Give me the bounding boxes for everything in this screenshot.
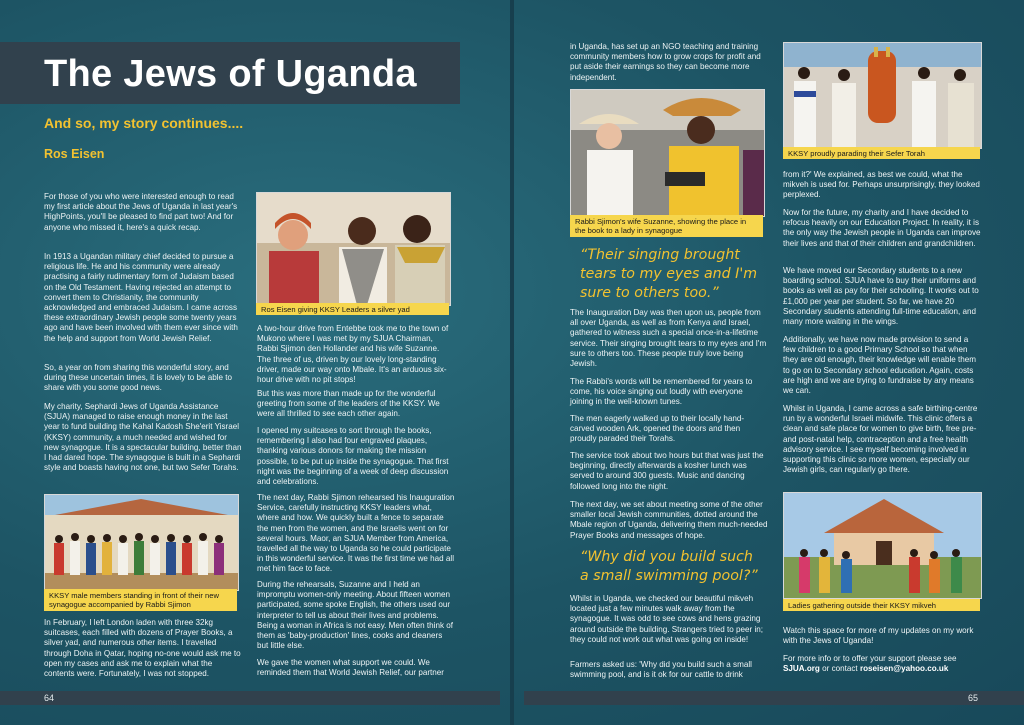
- page-gutter: [510, 0, 514, 725]
- page-number-left: 64: [44, 693, 55, 703]
- article-author: Ros Eisen: [44, 147, 105, 161]
- pull-quote-1: “Their singing brought tears to my eyes and I'm sure to others too.”: [580, 247, 758, 301]
- photo-kksy-male-members: [44, 494, 239, 591]
- paragraph: from it?' We explained, as best we could, what the mikveh is used for. Perhaps unsurprisingly, they looked perplexed.: [783, 170, 980, 200]
- paragraph: In 1913 a Ugandan military chief decided to pursue a religious life. He and his community were already practising a fairly rudimentary form of Judaism based on the Old Testament. Having rejected an attempt to convert them to Christianity, the community acknowledged and embraced Judaism. I came across these extraordinary Jewish people some twenty years ago and have been involved with them ever since with the help and support from World Jewish Relief.: [44, 252, 238, 343]
- paragraph: The service took about two hours but that was just the beginning, directly afterwards a kosher lunch was served to around 300 guests. Music and dancing followed long into the night.: [570, 451, 764, 491]
- paragraph: We gave the women what support we could. We reminded them that World Jewish Relief, our partner: [257, 658, 444, 678]
- paragraph: Now for the future, my charity and I have decided to refocus heavily on our Education Project. In reality, it is the only way the Jewish people in Uganda can improve their lives and that of their children and grandchildren.: [783, 208, 981, 248]
- paragraph: in Uganda, has set up an NGO teaching and training community members how to grow crops for profit and put aside their earnings so they can become more independent.: [570, 42, 761, 82]
- paragraph: The Inauguration Day was then upon us, people from all over Uganda, as well as from Kenya and Israel, gathered to witness such a special once-in-a-lifetime service. Their singing brought tears to my eyes and I'm sure to others too. These people truly love being Jewish.: [570, 308, 767, 369]
- paragraph: Additionally, we have now made provision to send a few children to a good Primary School so that when they are old enough, their knowledge will enable them to go on to Secondary school education. Again, costs are high and we are trying to fundraise by any means we can.: [783, 335, 977, 396]
- caption-torah: KKSY proudly parading their Sefer Torah: [783, 147, 980, 159]
- paragraph: So, a year on from sharing this wonderful story, and during these uncertain times, it is lovely to be able to share with you some good news.: [44, 363, 233, 393]
- footer-bar-right: [524, 691, 1024, 705]
- photo-kksy-sefer-torah: [783, 42, 982, 149]
- paragraph: In February, I left London laden with three 32kg suitcases, each filled with dozens of Prayer Books, a silver yad, and numerous other items. I travelled through Doha in Qatar, hoping no-one would ask me to open my cases and ask me to explain what the contents were. Fortunately, I was not stopped.: [44, 618, 241, 679]
- paragraph: A two-hour drive from Entebbe took me to the town of Mukono where I was met by my SJUA Chairman, Rabbi Sjimon den Hollander and his wife Suzanne. The three of us, driven by our lovely long-standing driver, made our way onto Mbale. It's an arduous six-hour drive with no pit stops!: [257, 324, 449, 385]
- paragraph: For those of you who were interested enough to read my first article about the Jews of Uganda in last year's HighPoints, you'll be pleased to find part two! And for anyone who missed it, here's a quick recap.: [44, 192, 238, 232]
- caption-rabbi: Rabbi Sjimon's wife Suzanne, showing the place in the book to a lady in synagogue: [570, 215, 763, 237]
- paragraph: I opened my suitcases to sort through the books, remembering I also had four engraved plaques, thanking various donors for making the mission possible, to be put up inside the synagogue. That first night was the beginning of a week of deep discussion and celebrations.: [257, 426, 449, 487]
- website-link[interactable]: SJUA.org: [783, 664, 820, 674]
- paragraph: We have moved our Secondary students to a new boarding school. SJUA have to buy their uniforms and books as well as pay for their schooling. It works out to £1,000 per year per student. So far, we have 20 Secondary students attending full-time education, and many more waiting in the wings.: [783, 266, 979, 327]
- photo-ros-eisen-silver-yad: [256, 192, 451, 306]
- photo-suzanne-with-lady: [570, 89, 765, 217]
- paragraph: During the rehearsals, Suzanne and I held an impromptu women-only meeting. About fifteen women participated, some spoke English, the others used our interpreter to tell us about their lives and problems. Being a woman in Africa is not easy. Men often think of them as 'baby-production' lines, cooks and cleaners but little else.: [257, 580, 454, 651]
- paragraph: [783, 654, 981, 674]
- info-text: For more info or to offer your support please see: [783, 654, 957, 663]
- paragraph: My charity, Sephardi Jews of Uganda Assistance (SJUA) managed to raise enough money in the last year to fund building the Kahal Kadosh She'erit Yisrael (KKSY) community, a much needed and wished for new synagogue. It is a spectacular building, better than I had dared hope. The synagogue is built in a Sephardi style and boasts having not one, but two Sefer Torahs.: [44, 402, 242, 473]
- article-subtitle: And so, my story continues....: [44, 115, 244, 131]
- paragraph: But this was more than made up for the wonderful greeting from some of the leaders of the KKSY. We were all thrilled to see each other again.: [257, 389, 440, 419]
- footer-bar-left: [0, 691, 500, 705]
- article-title: The Jews of Uganda: [44, 53, 417, 95]
- paragraph: Whilst in Uganda, I came across a safe birthing-centre run by a wonderful Israeli midwife. This clinic offers a clean and safe place for women to give birth, free pre- and post-natal help, contraception and a free health advisory service. I see myself becoming involved in supporting this clinic so more women, especially our Jewish girls, can regularly go there.: [783, 404, 978, 475]
- paragraph: The next day, we set about meeting some of the other smaller local Jewish communities, dotted around the Mbale region of Uganda, delivering them much-needed Prayer Books and messages of hope.: [570, 500, 768, 540]
- paragraph: Farmers asked us: 'Why did you build such a small swimming pool, and is it ok for our cattle to drink: [570, 660, 752, 680]
- contact-connector: or contact: [819, 664, 860, 674]
- caption-ladies: Ladies gathering outside their KKSY mikveh: [783, 599, 980, 611]
- page-number-right: 65: [968, 693, 979, 703]
- paragraph: Whilst in Uganda, we checked our beautiful mikveh located just a few minutes walk away from the synagogue. It was odd to see cows and hens grazing around outside the building. Strangers tried to peer in; they could not work out what was going on inside!: [570, 594, 764, 644]
- paragraph: The Rabbi's words will be remembered for years to come, his voice singing out loudly with everyone joining in the well-known tunes.: [570, 377, 753, 407]
- paragraph: The men eagerly walked up to their locally hand-carved wooden Ark, opened the doors and then proudly paraded their Torahs.: [570, 414, 745, 444]
- paragraph: The next day, Rabbi Sjimon rehearsed his Inauguration Service, carefully instructing KKSY leaders what, where and how. We quickly built a fence to separate the men from the women, and the Israelis went on for several hours. Maor, an SJUA Member from America, travelled all the way to Uganda so he could participate in this wonderful service. It was the first time we had all met him face to face.: [257, 493, 455, 574]
- pull-quote-2: “Why did you build such a small swimming pool?”: [580, 549, 758, 584]
- caption-group: KKSY male members standing in front of their new synagogue accompanied by Rabbi Sjimon: [44, 589, 237, 611]
- caption-ros: Ros Eisen giving KKSY Leaders a silver yad: [256, 303, 449, 315]
- photo-ladies-mikveh: [783, 492, 982, 599]
- email-link[interactable]: roseisen@yahoo.co.uk: [859, 664, 949, 674]
- paragraph: Watch this space for more of my updates on my work with the Jews of Uganda!: [783, 626, 974, 646]
